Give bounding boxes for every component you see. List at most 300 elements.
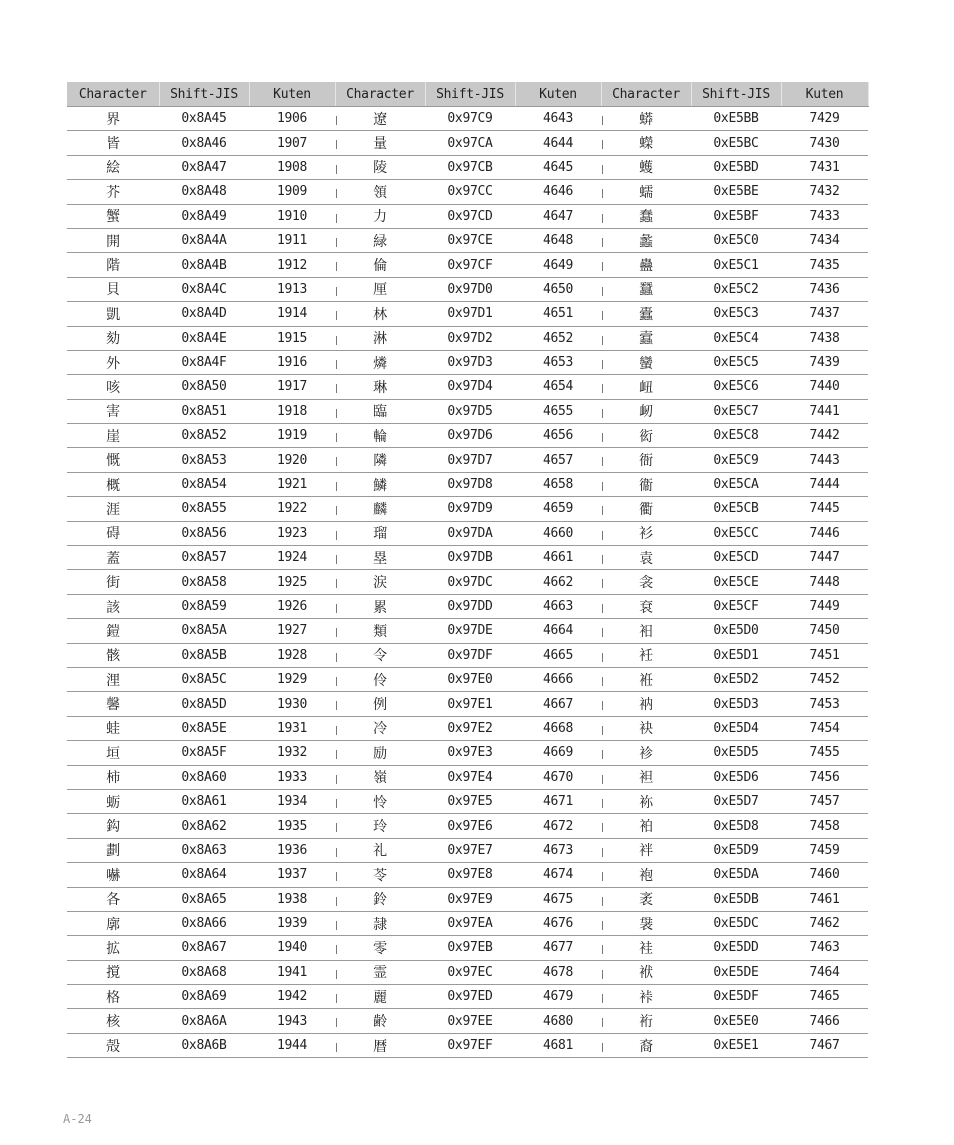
cell-kuten: 7443 xyxy=(781,448,868,472)
cell-character: 袱 xyxy=(601,960,691,984)
cell-character: 蠻 xyxy=(601,350,691,374)
cell-kuten: 4669 xyxy=(515,741,601,765)
table-row xyxy=(67,887,868,911)
cell-shift-jis: 0x97D6 xyxy=(425,424,515,448)
cell-character: 蠢 xyxy=(601,204,691,228)
cell-character: 袁 xyxy=(601,546,691,570)
cell-kuten: 1941 xyxy=(249,960,335,984)
cell-shift-jis: 0x97EC xyxy=(425,960,515,984)
cell-shift-jis: 0xE5DE xyxy=(691,960,781,984)
cell-character: 袢 xyxy=(601,838,691,862)
cell-kuten: 7433 xyxy=(781,204,868,228)
cell-character: 衢 xyxy=(601,497,691,521)
header-row xyxy=(67,82,868,107)
cell-character: 芥 xyxy=(67,180,159,204)
cell-kuten: 7466 xyxy=(781,1009,868,1033)
cell-shift-jis: 0x8A64 xyxy=(159,863,249,887)
cell-shift-jis: 0x8A53 xyxy=(159,448,249,472)
cell-shift-jis: 0x97E5 xyxy=(425,789,515,813)
cell-character: 衄 xyxy=(601,375,691,399)
cell-character: 衲 xyxy=(601,692,691,716)
cell-kuten: 7454 xyxy=(781,716,868,740)
cell-shift-jis: 0x97D7 xyxy=(425,448,515,472)
cell-shift-jis: 0x8A4F xyxy=(159,350,249,374)
cell-kuten: 7462 xyxy=(781,911,868,935)
cell-kuten: 7455 xyxy=(781,741,868,765)
cell-character: 励 xyxy=(335,741,425,765)
cell-shift-jis: 0x8A54 xyxy=(159,472,249,496)
cell-kuten: 1925 xyxy=(249,570,335,594)
cell-kuten: 4676 xyxy=(515,911,601,935)
cell-kuten: 1915 xyxy=(249,326,335,350)
cell-character: 衒 xyxy=(601,424,691,448)
table-row xyxy=(67,424,868,448)
cell-character: 絵 xyxy=(67,155,159,179)
table-row xyxy=(67,594,868,618)
table-row xyxy=(67,741,868,765)
cell-shift-jis: 0xE5D5 xyxy=(691,741,781,765)
cell-kuten: 4663 xyxy=(515,594,601,618)
cell-kuten: 4673 xyxy=(515,838,601,862)
cell-character: 該 xyxy=(67,594,159,618)
cell-kuten: 1938 xyxy=(249,887,335,911)
cell-shift-jis: 0xE5C4 xyxy=(691,326,781,350)
cell-character: 量 xyxy=(335,131,425,155)
cell-character: 裄 xyxy=(601,1009,691,1033)
cell-shift-jis: 0x8A4D xyxy=(159,302,249,326)
cell-character: 隣 xyxy=(335,448,425,472)
table-row xyxy=(67,985,868,1009)
cell-character: 馨 xyxy=(67,692,159,716)
table-row xyxy=(67,277,868,301)
cell-kuten: 7460 xyxy=(781,863,868,887)
cell-character: 累 xyxy=(335,594,425,618)
cell-shift-jis: 0x97E4 xyxy=(425,765,515,789)
cell-shift-jis: 0x8A66 xyxy=(159,911,249,935)
cell-character: 蛙 xyxy=(67,716,159,740)
cell-character: 鎧 xyxy=(67,619,159,643)
cell-kuten: 1922 xyxy=(249,497,335,521)
cell-kuten: 1924 xyxy=(249,546,335,570)
table-row xyxy=(67,131,868,155)
cell-character: 袵 xyxy=(601,667,691,691)
cell-character: 瑠 xyxy=(335,521,425,545)
cell-shift-jis: 0x8A61 xyxy=(159,789,249,813)
cell-character: 嚇 xyxy=(67,863,159,887)
cell-character: 衞 xyxy=(601,472,691,496)
cell-character: 袗 xyxy=(601,741,691,765)
header-kuten-1: Kuten xyxy=(249,82,335,107)
cell-character: 冷 xyxy=(335,716,425,740)
cell-character: 廓 xyxy=(67,911,159,935)
cell-kuten: 4658 xyxy=(515,472,601,496)
cell-character: 蠧 xyxy=(601,326,691,350)
cell-character: 鈎 xyxy=(67,814,159,838)
cell-shift-jis: 0x97CC xyxy=(425,180,515,204)
cell-character: 燐 xyxy=(335,350,425,374)
cell-kuten: 1936 xyxy=(249,838,335,862)
cell-shift-jis: 0xE5CA xyxy=(691,472,781,496)
cell-shift-jis: 0x8A5B xyxy=(159,643,249,667)
cell-kuten: 7448 xyxy=(781,570,868,594)
cell-character: 蓋 xyxy=(67,546,159,570)
cell-shift-jis: 0x97ED xyxy=(425,985,515,1009)
cell-character: 輪 xyxy=(335,424,425,448)
cell-kuten: 4644 xyxy=(515,131,601,155)
cell-shift-jis: 0xE5D6 xyxy=(691,765,781,789)
cell-kuten: 7452 xyxy=(781,667,868,691)
cell-character: 浬 xyxy=(67,667,159,691)
cell-character: 例 xyxy=(335,692,425,716)
cell-character: 袿 xyxy=(601,936,691,960)
cell-shift-jis: 0xE5E1 xyxy=(691,1033,781,1057)
cell-kuten: 4665 xyxy=(515,643,601,667)
table-row xyxy=(67,253,868,277)
cell-character: 殻 xyxy=(67,1033,159,1057)
cell-character: 拡 xyxy=(67,936,159,960)
cell-kuten: 7463 xyxy=(781,936,868,960)
header-kuten-2: Kuten xyxy=(515,82,601,107)
cell-shift-jis: 0x8A49 xyxy=(159,204,249,228)
cell-shift-jis: 0x97D4 xyxy=(425,375,515,399)
cell-shift-jis: 0x8A51 xyxy=(159,399,249,423)
cell-shift-jis: 0x97D1 xyxy=(425,302,515,326)
cell-shift-jis: 0x97E7 xyxy=(425,838,515,862)
cell-shift-jis: 0x97D9 xyxy=(425,497,515,521)
cell-character: 蠕 xyxy=(601,180,691,204)
cell-character: 骸 xyxy=(67,643,159,667)
cell-character: 衙 xyxy=(601,448,691,472)
cell-kuten: 4666 xyxy=(515,667,601,691)
header-shift-jis-3: Shift-JIS xyxy=(691,82,781,107)
table-row xyxy=(67,765,868,789)
cell-kuten: 1932 xyxy=(249,741,335,765)
cell-character: 皆 xyxy=(67,131,159,155)
cell-shift-jis: 0xE5DD xyxy=(691,936,781,960)
cell-kuten: 7434 xyxy=(781,228,868,252)
cell-kuten: 4672 xyxy=(515,814,601,838)
cell-kuten: 7435 xyxy=(781,253,868,277)
cell-shift-jis: 0xE5C7 xyxy=(691,399,781,423)
table-row xyxy=(67,546,868,570)
cell-character: 蠖 xyxy=(601,155,691,179)
cell-shift-jis: 0xE5BB xyxy=(691,107,781,131)
cell-kuten: 1935 xyxy=(249,814,335,838)
table-row xyxy=(67,716,868,740)
cell-kuten: 1906 xyxy=(249,107,335,131)
cell-kuten: 1928 xyxy=(249,643,335,667)
cell-kuten: 4674 xyxy=(515,863,601,887)
cell-kuten: 1919 xyxy=(249,424,335,448)
cell-kuten: 4660 xyxy=(515,521,601,545)
cell-character: 袒 xyxy=(601,765,691,789)
cell-shift-jis: 0xE5CE xyxy=(691,570,781,594)
cell-shift-jis: 0xE5DB xyxy=(691,887,781,911)
cell-shift-jis: 0xE5DC xyxy=(691,911,781,935)
cell-kuten: 7450 xyxy=(781,619,868,643)
cell-shift-jis: 0x8A5E xyxy=(159,716,249,740)
cell-character: 裔 xyxy=(601,1033,691,1057)
cell-kuten: 4649 xyxy=(515,253,601,277)
table-row xyxy=(67,667,868,691)
cell-character: 蟹 xyxy=(67,204,159,228)
cell-kuten: 4671 xyxy=(515,789,601,813)
cell-shift-jis: 0x8A4A xyxy=(159,228,249,252)
table-row xyxy=(67,570,868,594)
cell-character: 衵 xyxy=(601,619,691,643)
cell-character: 慨 xyxy=(67,448,159,472)
cell-character: 開 xyxy=(67,228,159,252)
cell-kuten: 4659 xyxy=(515,497,601,521)
cell-character: 怜 xyxy=(335,789,425,813)
cell-character: 塁 xyxy=(335,546,425,570)
cell-kuten: 4667 xyxy=(515,692,601,716)
cell-character: 裃 xyxy=(601,985,691,1009)
cell-shift-jis: 0x8A5D xyxy=(159,692,249,716)
cell-kuten: 7464 xyxy=(781,960,868,984)
cell-shift-jis: 0x8A4B xyxy=(159,253,249,277)
cell-kuten: 7444 xyxy=(781,472,868,496)
cell-kuten: 4664 xyxy=(515,619,601,643)
cell-shift-jis: 0x8A50 xyxy=(159,375,249,399)
cell-character: 各 xyxy=(67,887,159,911)
cell-shift-jis: 0x97E3 xyxy=(425,741,515,765)
cell-shift-jis: 0xE5DA xyxy=(691,863,781,887)
cell-character: 蟒 xyxy=(601,107,691,131)
cell-kuten: 4654 xyxy=(515,375,601,399)
cell-shift-jis: 0xE5C8 xyxy=(691,424,781,448)
cell-kuten: 1926 xyxy=(249,594,335,618)
cell-shift-jis: 0x8A4C xyxy=(159,277,249,301)
table-row xyxy=(67,789,868,813)
cell-character: 袮 xyxy=(601,789,691,813)
table-row xyxy=(67,375,868,399)
cell-character: 外 xyxy=(67,350,159,374)
cell-shift-jis: 0x8A57 xyxy=(159,546,249,570)
cell-shift-jis: 0x97E6 xyxy=(425,814,515,838)
cell-kuten: 4670 xyxy=(515,765,601,789)
cell-shift-jis: 0xE5D8 xyxy=(691,814,781,838)
cell-kuten: 1933 xyxy=(249,765,335,789)
cell-kuten: 1944 xyxy=(249,1033,335,1057)
cell-character: 倫 xyxy=(335,253,425,277)
cell-shift-jis: 0x97EF xyxy=(425,1033,515,1057)
cell-character: 蠑 xyxy=(601,131,691,155)
cell-character: 領 xyxy=(335,180,425,204)
cell-character: 鈴 xyxy=(335,887,425,911)
cell-character: 劃 xyxy=(67,838,159,862)
cell-shift-jis: 0x8A65 xyxy=(159,887,249,911)
cell-kuten: 4661 xyxy=(515,546,601,570)
cell-kuten: 7451 xyxy=(781,643,868,667)
cell-shift-jis: 0xE5D3 xyxy=(691,692,781,716)
cell-kuten: 4647 xyxy=(515,204,601,228)
table-row xyxy=(67,155,868,179)
cell-kuten: 4678 xyxy=(515,960,601,984)
cell-shift-jis: 0x97DE xyxy=(425,619,515,643)
cell-character: 伶 xyxy=(335,667,425,691)
cell-kuten: 7457 xyxy=(781,789,868,813)
cell-character: 衂 xyxy=(601,399,691,423)
cell-shift-jis: 0x8A46 xyxy=(159,131,249,155)
cell-kuten: 1916 xyxy=(249,350,335,374)
cell-shift-jis: 0x97DA xyxy=(425,521,515,545)
cell-shift-jis: 0x97EA xyxy=(425,911,515,935)
table-row xyxy=(67,1033,868,1057)
cell-shift-jis: 0x97E0 xyxy=(425,667,515,691)
cell-shift-jis: 0x8A6A xyxy=(159,1009,249,1033)
cell-kuten: 7461 xyxy=(781,887,868,911)
cell-character: 衫 xyxy=(601,521,691,545)
cell-kuten: 4679 xyxy=(515,985,601,1009)
header-shift-jis-1: Shift-JIS xyxy=(159,82,249,107)
cell-shift-jis: 0x97DB xyxy=(425,546,515,570)
table-row xyxy=(67,619,868,643)
cell-kuten: 4646 xyxy=(515,180,601,204)
cell-character: 緑 xyxy=(335,228,425,252)
table-row xyxy=(67,1009,868,1033)
cell-character: 零 xyxy=(335,936,425,960)
cell-shift-jis: 0xE5BC xyxy=(691,131,781,155)
table-header xyxy=(67,82,868,107)
cell-kuten: 1914 xyxy=(249,302,335,326)
cell-kuten: 1943 xyxy=(249,1009,335,1033)
cell-shift-jis: 0xE5C9 xyxy=(691,448,781,472)
cell-kuten: 4680 xyxy=(515,1009,601,1033)
cell-kuten: 4651 xyxy=(515,302,601,326)
cell-character: 蛎 xyxy=(67,789,159,813)
cell-shift-jis: 0xE5D0 xyxy=(691,619,781,643)
cell-kuten: 7445 xyxy=(781,497,868,521)
cell-shift-jis: 0x97EE xyxy=(425,1009,515,1033)
cell-kuten: 1940 xyxy=(249,936,335,960)
cell-shift-jis: 0x97C9 xyxy=(425,107,515,131)
cell-kuten: 4681 xyxy=(515,1033,601,1057)
cell-character: 街 xyxy=(67,570,159,594)
cell-shift-jis: 0x97CD xyxy=(425,204,515,228)
cell-character: 厘 xyxy=(335,277,425,301)
cell-character: 蠹 xyxy=(601,302,691,326)
cell-character: 崖 xyxy=(67,424,159,448)
cell-kuten: 1912 xyxy=(249,253,335,277)
cell-kuten: 7429 xyxy=(781,107,868,131)
cell-kuten: 7465 xyxy=(781,985,868,1009)
cell-shift-jis: 0xE5C5 xyxy=(691,350,781,374)
cell-character: 害 xyxy=(67,399,159,423)
cell-shift-jis: 0xE5C1 xyxy=(691,253,781,277)
cell-character: 遼 xyxy=(335,107,425,131)
cell-shift-jis: 0x97DF xyxy=(425,643,515,667)
cell-character: 苓 xyxy=(335,863,425,887)
cell-shift-jis: 0x97D8 xyxy=(425,472,515,496)
cell-kuten: 7439 xyxy=(781,350,868,374)
cell-shift-jis: 0x8A56 xyxy=(159,521,249,545)
cell-shift-jis: 0x97CB xyxy=(425,155,515,179)
cell-character: 衾 xyxy=(601,570,691,594)
cell-character: 袂 xyxy=(601,716,691,740)
cell-kuten: 1939 xyxy=(249,911,335,935)
cell-character: 陵 xyxy=(335,155,425,179)
cell-shift-jis: 0x97EB xyxy=(425,936,515,960)
table-body xyxy=(67,107,868,1058)
cell-shift-jis: 0x97E8 xyxy=(425,863,515,887)
cell-shift-jis: 0xE5BD xyxy=(691,155,781,179)
cell-kuten: 1921 xyxy=(249,472,335,496)
cell-character: 階 xyxy=(67,253,159,277)
cell-kuten: 7449 xyxy=(781,594,868,618)
cell-shift-jis: 0x8A59 xyxy=(159,594,249,618)
header-character-3: Character xyxy=(601,82,691,107)
cell-shift-jis: 0x8A67 xyxy=(159,936,249,960)
cell-shift-jis: 0xE5C2 xyxy=(691,277,781,301)
cell-shift-jis: 0xE5E0 xyxy=(691,1009,781,1033)
cell-character: 蠡 xyxy=(601,228,691,252)
cell-kuten: 4650 xyxy=(515,277,601,301)
cell-shift-jis: 0xE5C3 xyxy=(691,302,781,326)
cell-kuten: 7459 xyxy=(781,838,868,862)
cell-kuten: 4643 xyxy=(515,107,601,131)
table-row xyxy=(67,692,868,716)
cell-kuten: 7442 xyxy=(781,424,868,448)
cell-character: 界 xyxy=(67,107,159,131)
cell-character: 咳 xyxy=(67,375,159,399)
cell-shift-jis: 0x8A62 xyxy=(159,814,249,838)
cell-character: 袤 xyxy=(601,887,691,911)
cell-kuten: 1930 xyxy=(249,692,335,716)
cell-kuten: 4668 xyxy=(515,716,601,740)
cell-kuten: 7432 xyxy=(781,180,868,204)
header-kuten-3: Kuten xyxy=(781,82,868,107)
cell-character: 霊 xyxy=(335,960,425,984)
cell-kuten: 7437 xyxy=(781,302,868,326)
cell-shift-jis: 0x8A69 xyxy=(159,985,249,1009)
cell-shift-jis: 0x8A63 xyxy=(159,838,249,862)
character-code-table xyxy=(67,82,869,1058)
cell-shift-jis: 0x97CA xyxy=(425,131,515,155)
cell-kuten: 1927 xyxy=(249,619,335,643)
cell-kuten: 7453 xyxy=(781,692,868,716)
cell-kuten: 1907 xyxy=(249,131,335,155)
cell-kuten: 1942 xyxy=(249,985,335,1009)
table-row xyxy=(67,180,868,204)
cell-kuten: 4648 xyxy=(515,228,601,252)
cell-character: 力 xyxy=(335,204,425,228)
table-row xyxy=(67,448,868,472)
table-row xyxy=(67,497,868,521)
table-row xyxy=(67,936,868,960)
cell-kuten: 4675 xyxy=(515,887,601,911)
table-row xyxy=(67,204,868,228)
table-row xyxy=(67,472,868,496)
cell-character: 麗 xyxy=(335,985,425,1009)
cell-character: 撹 xyxy=(67,960,159,984)
cell-character: 凱 xyxy=(67,302,159,326)
cell-kuten: 4645 xyxy=(515,155,601,179)
header-character-2: Character xyxy=(335,82,425,107)
table-row xyxy=(67,326,868,350)
cell-kuten: 1937 xyxy=(249,863,335,887)
cell-kuten: 1931 xyxy=(249,716,335,740)
cell-shift-jis: 0x8A5A xyxy=(159,619,249,643)
cell-character: 琳 xyxy=(335,375,425,399)
cell-kuten: 7436 xyxy=(781,277,868,301)
cell-kuten: 4657 xyxy=(515,448,601,472)
cell-character: 衽 xyxy=(601,643,691,667)
header-shift-jis-2: Shift-JIS xyxy=(425,82,515,107)
cell-kuten: 1934 xyxy=(249,789,335,813)
cell-kuten: 4655 xyxy=(515,399,601,423)
cell-character: 袞 xyxy=(601,594,691,618)
